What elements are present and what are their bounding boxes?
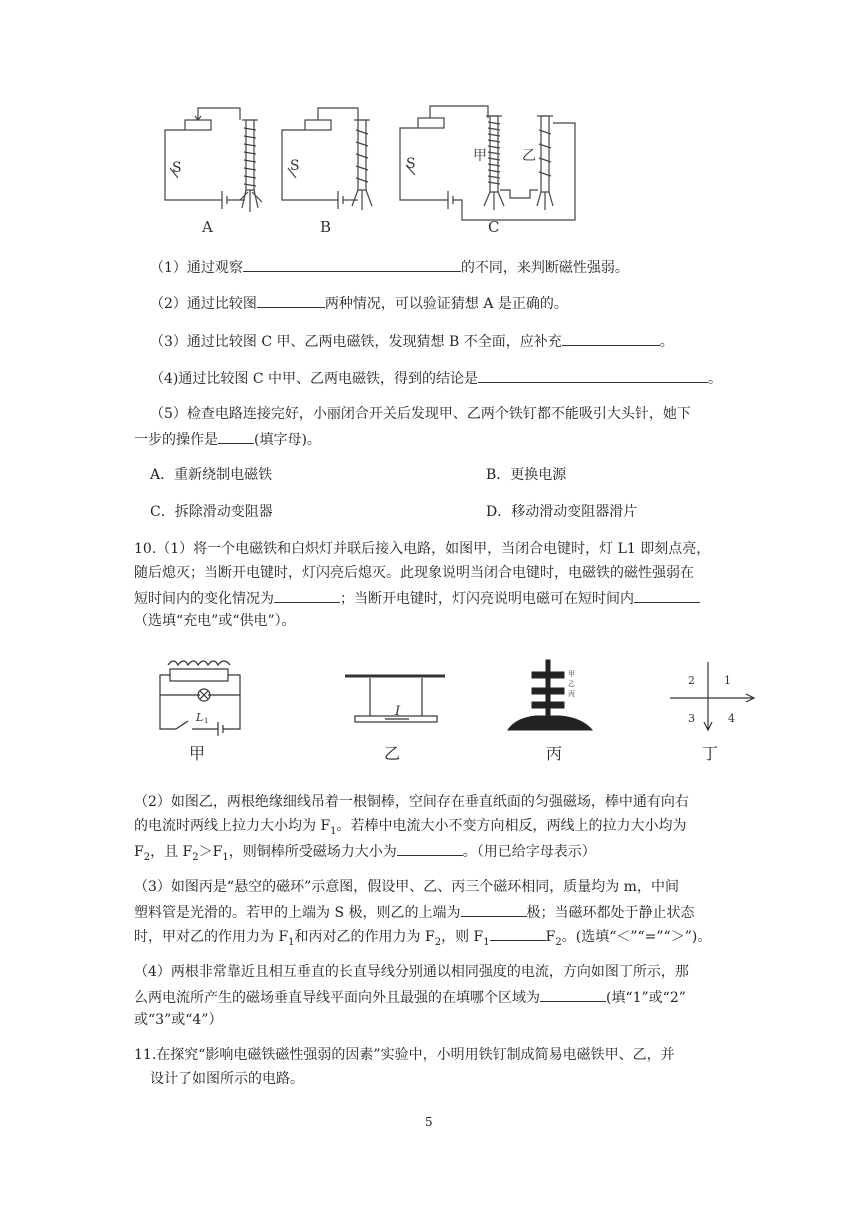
figure-jia-circuit bbox=[148, 655, 268, 765]
q10-intro-line2: 随后熄灭；当断开电键时，灯闪亮后熄灭。此现象说明当闭合电键时，电磁铁的磁性强弱在 bbox=[134, 565, 694, 581]
label-current-i: I bbox=[395, 704, 401, 719]
caption-bing: 丙 bbox=[546, 746, 563, 763]
answer-blank-q10-2[interactable] bbox=[397, 840, 463, 856]
label-c: C bbox=[488, 218, 500, 236]
q10-part4-line1: （4）两根非常靠近且相互垂直的长直导线分别通以相同强度的电流，方向如图丁所示，那 bbox=[134, 964, 689, 980]
q10-part4-line3: 或“3”或“4”） bbox=[134, 1012, 223, 1028]
label-a: A bbox=[202, 218, 213, 236]
label-l1-sub: 1 bbox=[204, 717, 209, 725]
q9-option-b[interactable]: B．更换电源 bbox=[486, 467, 567, 483]
q10-part2-line1: （2）如图乙，两根绝缘细线吊着一根铜棒，空间存在垂直纸面的匀强磁场，棒中通有向右 bbox=[134, 794, 689, 810]
answer-blank-q9-1[interactable] bbox=[243, 256, 461, 272]
q9-part5-line2: 一步的操作是 (填字母)。 bbox=[134, 428, 321, 450]
q11-line2: 设计了如图所示的电路。 bbox=[150, 1071, 304, 1087]
label-switch-c: S bbox=[406, 156, 416, 172]
figure-yi-rod bbox=[345, 672, 445, 742]
q10-part3-line3: 时，甲对乙的作用力为 $F_1$和丙对乙的作用力为 $F_2$，则 $F_1$ $F_2$。(选填“＜”“=”“＞”)。 bbox=[134, 925, 711, 953]
q10-part3-line2: 塑料管是光滑的。若甲的上端为 S 极，则乙的上端为 极；当磁环都处于静止状态 bbox=[134, 901, 695, 923]
caption-yi: 乙 bbox=[384, 746, 401, 763]
answer-blank-q10-1a[interactable] bbox=[274, 587, 340, 603]
answer-blank-q9-2[interactable] bbox=[257, 292, 325, 308]
quadrant-4: 4 bbox=[728, 712, 735, 725]
q11-line1: 11.在探究“影响电磁铁磁性强弱的因素”实验中，小明用铁钉制成简易电磁铁甲、乙，并 bbox=[134, 1047, 675, 1063]
label-ring-jia: 甲 bbox=[568, 670, 575, 678]
q10-intro-line4: （选填“充电”或“供电”）。 bbox=[134, 613, 296, 629]
caption-jia: 甲 bbox=[189, 746, 206, 763]
quadrant-1: 1 bbox=[724, 674, 731, 687]
q9-option-a[interactable]: A．重新绕制电磁铁 bbox=[150, 467, 273, 483]
q9-part1: （1）通过观察 的不同，来判断磁性强弱。 bbox=[150, 256, 629, 278]
answer-blank-q10-1b[interactable] bbox=[634, 587, 700, 603]
answer-blank-q10-4[interactable] bbox=[540, 986, 606, 1002]
label-b: B bbox=[320, 218, 332, 236]
answer-blank-q10-3a[interactable] bbox=[461, 901, 527, 917]
q10-part3-line1: （3）如图丙是“悬空的磁环”示意图，假设甲、乙、丙三个磁环相同，质量均为 m，中间 bbox=[134, 879, 679, 895]
figure-ding-wires bbox=[668, 660, 758, 740]
q10-part2-line2: 的电流时两线上拉力大小均为 $F_1$。若棒中电流大小不变方向相反，两线上的拉力大小均为 bbox=[134, 818, 687, 837]
label-switch-b: S bbox=[290, 158, 300, 174]
q10-intro-line3: 短时间内的变化情况为 ；当断开电键时，灯闪亮说明电磁可在短时间内 bbox=[134, 587, 700, 609]
q9-part3: （3）通过比较图 C 甲、乙两电磁铁，发现猜想 B 不全面，应补充 。 bbox=[150, 330, 674, 352]
label-ring-yi: 乙 bbox=[568, 680, 575, 688]
label-switch-a: S bbox=[172, 160, 182, 176]
label-l1: L bbox=[196, 711, 204, 724]
quadrant-2: 2 bbox=[688, 674, 695, 687]
q9-part5-line1: （5）检查电路连接完好，小丽闭合开关后发现甲、乙两个铁钉都不能吸引大头针，她下 bbox=[150, 406, 691, 422]
label-yi: 乙 bbox=[522, 148, 536, 164]
caption-ding: 丁 bbox=[702, 746, 719, 763]
q9-part2: （2）通过比较图 两种情况，可以验证猜想 A 是正确的。 bbox=[150, 292, 568, 314]
q9-part4: （4)通过比较图 C 中甲、乙两电磁铁，得到的结论是 。 bbox=[150, 367, 722, 389]
label-ring-bing: 丙 bbox=[568, 690, 575, 698]
page-number: 5 bbox=[425, 1115, 433, 1129]
q10-part4-line2: 么两电流所产生的磁场垂直导线平面向外且最强的在填哪个区域为 (填“1”或“2” bbox=[134, 986, 686, 1008]
q9-option-c[interactable]: C．拆除滑动变阻器 bbox=[150, 504, 273, 520]
q9-option-d[interactable]: D．移动滑动变阻器滑片 bbox=[486, 504, 638, 520]
q10-part2-line3: $F_2$，且 $F_2>F_1$，则铜棒所受磁场力大小为 。（用已给字母表示） bbox=[134, 840, 596, 868]
answer-blank-q9-3[interactable] bbox=[562, 330, 660, 346]
label-jia: 甲 bbox=[473, 148, 487, 164]
quadrant-3: 3 bbox=[688, 712, 695, 725]
circuit-c bbox=[400, 106, 575, 220]
answer-blank-q9-4[interactable] bbox=[478, 367, 708, 383]
q10-intro-line1: 10.（1）将一个电磁铁和白炽灯并联后接入电路，如图甲，当闭合电键时，灯 L1 即刻点亮， bbox=[134, 541, 711, 557]
figure-electromagnet-circuits bbox=[0, 0, 860, 240]
answer-blank-q10-3b[interactable] bbox=[490, 925, 546, 941]
answer-blank-q9-5[interactable] bbox=[218, 428, 254, 444]
figure-bing-magnetic-rings bbox=[506, 656, 596, 736]
